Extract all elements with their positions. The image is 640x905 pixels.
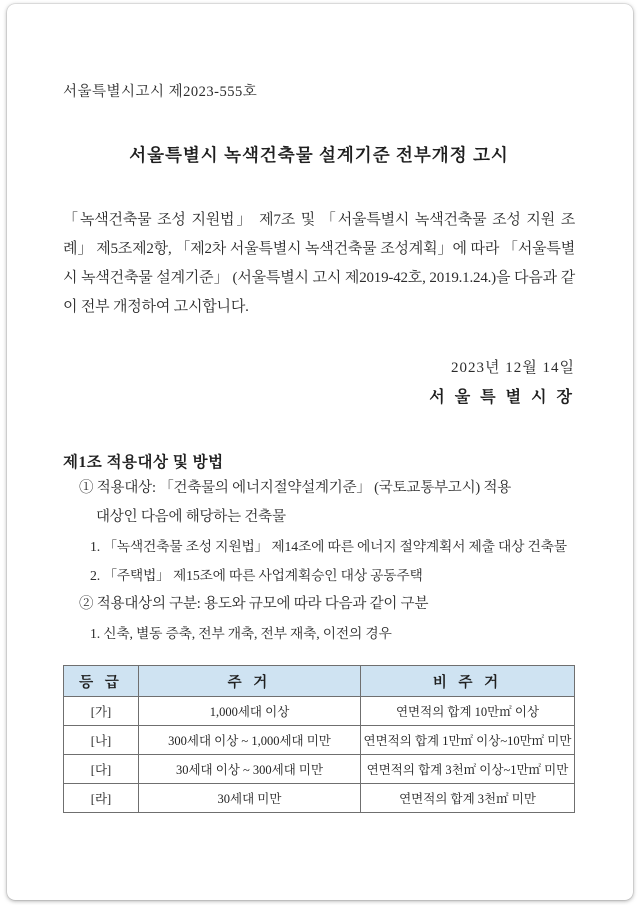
- item-1-sub-1: 1. 「녹색건축물 조성 지원법」 제14조에 따른 에너지 절약계획서 제출 대상 건축물: [90, 539, 567, 554]
- cell-grade: [가]: [64, 697, 139, 726]
- item-1-line-1: ① 적용대상: 「건축물의 에너지절약설계기준」 (국토교통부고시) 적용: [79, 480, 512, 496]
- document-page: [7, 4, 633, 900]
- cell-grade: [라]: [64, 784, 139, 813]
- table-row: [64, 784, 575, 813]
- table-row: [64, 726, 575, 755]
- cell-residential: 1,000세대 이상: [139, 697, 361, 726]
- page-title: 서울특별시 녹색건축물 설계기준 전부개정 고시: [129, 145, 509, 165]
- item-1-sub-2: 2. 「주택법」 제15조에 따른 사업계획승인 대상 공동주택: [90, 568, 423, 583]
- cell-grade: [다]: [64, 755, 139, 784]
- table-row: [64, 697, 575, 726]
- cell-nonresidential: 연면적의 합계 3천㎡ 이상~1만㎡ 미만: [361, 755, 575, 784]
- section-heading: 제1조 적용대상 및 방법: [63, 454, 224, 471]
- applicability-table: [63, 665, 575, 813]
- table-row: [64, 755, 575, 784]
- doc-number: 서울특별시고시 제2023-555호: [63, 84, 258, 100]
- cell-residential: 30세대 미만: [139, 784, 361, 813]
- item-2: ② 적용대상의 구분: 용도와 규모에 따라 다음과 같이 구분: [79, 596, 429, 612]
- cell-residential: 300세대 이상 ~ 1,000세대 미만: [139, 726, 361, 755]
- item-1-line-2: 대상인 다음에 해당하는 건축물: [96, 509, 286, 525]
- cell-nonresidential: 연면적의 합계 3천㎡ 미만: [361, 784, 575, 813]
- header-nonresidential: 비 주 거: [361, 666, 575, 697]
- item-2-sub-1: 1. 신축, 별동 증축, 전부 개축, 전부 재축, 이전의 경우: [90, 626, 392, 641]
- date-line: 2023년 12월 14일: [451, 360, 575, 376]
- table-header-row: [64, 666, 575, 697]
- intro-paragraph: 「녹색건축물 조성 지원법」 제7조 및 「서울특별시 녹색건축물 조성 지원 조례」 제5조제2항, 「제2차 서울특별시 녹색건축물 조성계획」에 따라 「서울특별시 녹색건축물 설계기준」 (서울특별시 고시 제2019-42호, 2019.1.24.)을 다음과 같이 전부 개정하여 고시합니다.: [63, 212, 575, 315]
- cell-nonresidential: 연면적의 합계 10만㎡ 이상: [361, 697, 575, 726]
- cell-nonresidential: 연면적의 합계 1만㎡ 이상~10만㎡ 미만: [361, 726, 575, 755]
- cell-grade: [나]: [64, 726, 139, 755]
- header-residential: 주 거: [139, 666, 361, 697]
- header-grade: 등 급: [64, 666, 139, 697]
- cell-residential: 30세대 이상 ~ 300세대 미만: [139, 755, 361, 784]
- signer-line: 서 울 특 별 시 장: [429, 389, 575, 406]
- section-body: [63, 474, 575, 648]
